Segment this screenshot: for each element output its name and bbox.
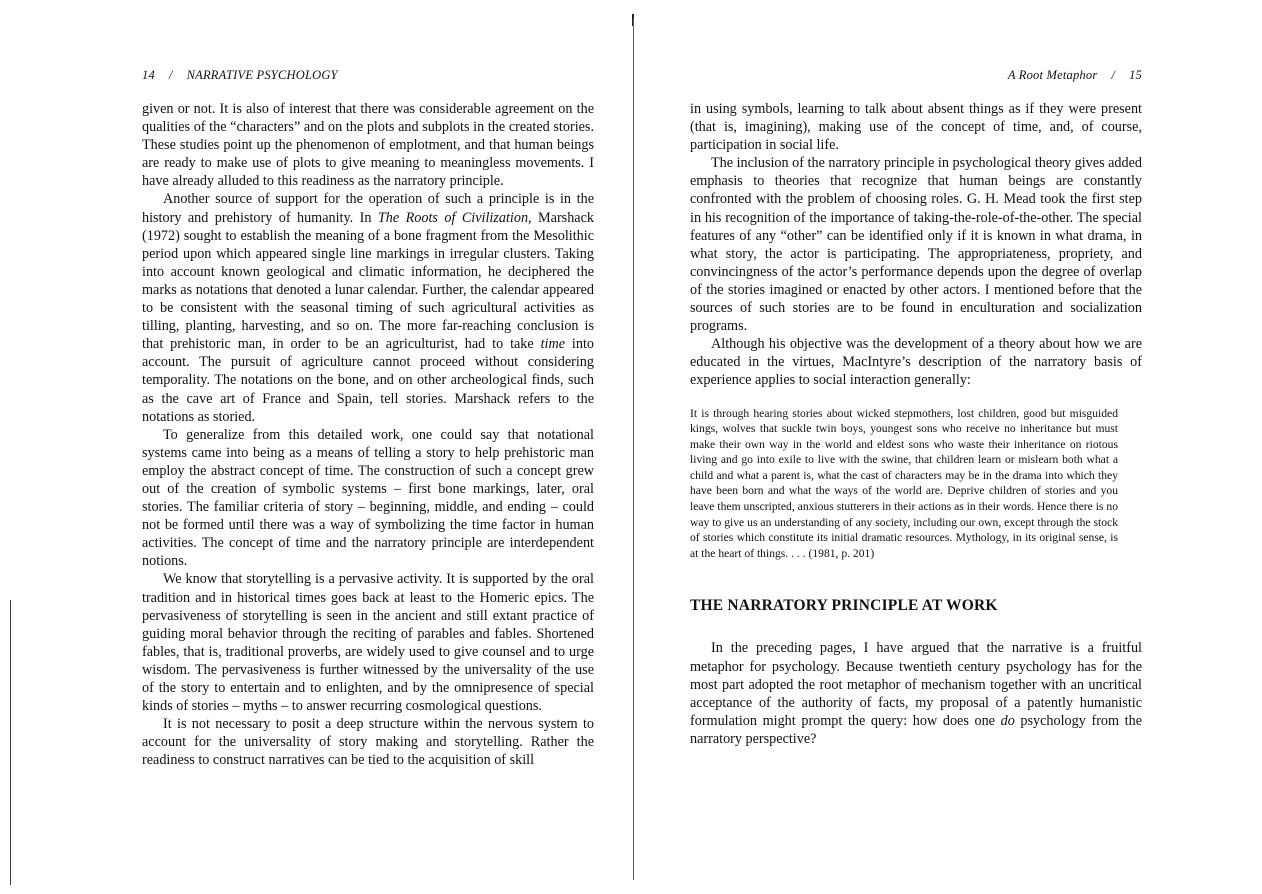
paragraph: To generalize from this detailed work, one could say that notational systems came into being as a means of telling a story to help prehistoric man employ the abstract concept of time. The construction of such a concept grew out of the creation of symbolic systems – first bone markings, later, oral stories. The familiar criteria of story – beginning, middle, and ending – could not be formed until there was a way of symbolizing the time factor in human activities. The concept of time and the narratory principle are interdependent notions. [142,426,594,570]
paragraph: In the preceding pages, I have argued that the narrative is a fruitful metaphor for psychology. Because twentieth century psychology has for the most part adopted the root metaphor of mechanism together with an uncritical acceptance of the authority of facts, my proposal of a patently humanistic formulation might prompt the query: how does one do psychology from the narratory perspective? [690,640,1143,747]
section-body [690,639,1142,748]
right-page [690,68,1142,748]
paragraph: The inclusion of the narratory principle in psychological theory gives added emphasis to theories that recognize that human beings are constantly confronted with the problem of choosing roles. G. H. Mead took the first step in his recognition of the importance of taking-the-role-of-the-other. The special features of any “other” can be identified only if it is known in what drama, in what story, the actor is participating. The appropriateness, propriety, and convincingness of the actor’s performance depends upon the degree of overlap of the stories imagined or enacted by other actors. I mentioned before that the sources of such stories are to be found in enculturation and socialization programs. [690,155,1143,335]
left-body [142,100,594,769]
block-quote: It is through hearing stories about wicked stepmothers, lost children, good but misguided kings, wolves that suckle twin boys, youngest sons who receive no inheritance but must make their own way in the world and eldest sons who waste their inheritance on riotous living and go into exile to live with the swine, that children learn or mislearn both what a child and what a parent is, what the cast of characters may be in the drama into which they have been born and what the ways of the world are. Deprive children of stories and you leave them unscripted, anxious stutterers in their actions as in their words. Hence there is no way to give us an understanding of any society, including our own, except through the stock of stories which constitute its initial dramatic resources. Mythology, in its original sense, is at the heart of things. . . . (1981, p. 201) [690,406,1118,560]
right-body [690,100,1142,390]
right-running-head: A Root Metaphor / 15 [1007,68,1142,82]
left-page-number: 14 [142,68,155,82]
paragraph: We know that storytelling is a pervasive activity. It is supported by the oral tradition and in historical times goes back at least to the Homeric epics. The pervasiveness of storytelling is seen in the ancient and still extant practice of guiding moral behavior through the reciting of parables and fables. Shortened fables, that is, traditional proverbs, are widely used to give counsel and to urge wisdom. The pervasiveness is further witnessed by the universality of the use of the story to entertain and to enlighten, and by the omnipresence of special kinds of stories – myths – to answer recurring cosmological questions. [142,571,594,715]
paragraph: given or not. It is also of interest that there was considerable agreement on the qualities of the “characters” and on the plots and subplots in the created stories. These studies point up the phenomenon of emplotment, and that human beings are ready to make use of plots to give meaning to meaningless movements. I have already alluded to this readiness as the narratory principle. [142,101,594,190]
paragraph: Another source of support for the operation of such a principle is in the history and prehistory of humanity. In The Roots of Civilization, Marshack (1972) sought to establish the meaning of a bone fragment from the Mesolithic period upon which appeared single line markings in irregular clusters. Taking into account known geological and climatic information, he deciphered the marks as notations that denoted a lunar calendar. Further, the calendar appeared to be consistent with the seasonal timing of such agricultural activities as tilling, planting, harvesting, and so on. The more far-reaching conclusion is that prehistoric man, in order to be an agriculturist, had to take time into account. The pursuit of agriculture cannot proceed without considering temporality. The notations on the bone, and on other archeological finds, such as the cave art of France and Spain, tell stories. Marshack refers to the notations as storied. [142,191,594,425]
left-page [142,68,594,769]
paragraph: Although his objective was the development of a theory about how we are educated in the virtues, MacIntyre’s description of the narratory basis of experience applies to social interaction generally: [690,336,1142,389]
section-heading: THE NARRATORY PRINCIPLE AT WORK [690,597,998,615]
page-edge-line [10,600,11,885]
left-running-head: 14 / NARRATIVE PSYCHOLOGY [142,68,338,82]
paragraph: in using symbols, learning to talk about absent things as if they were present (that is, imagining), making use of the concept of time, and, of course, participation in social life. [690,101,1142,154]
book-gutter [633,18,634,880]
paragraph: It is not necessary to posit a deep structure within the nervous system to account for the universality of story making and storytelling. Rather the readiness to construct narratives can be tied to the acquisition of skill [142,716,594,769]
right-page-number: 15 [1129,68,1142,82]
left-running-title: NARRATIVE PSYCHOLOGY [186,68,338,82]
right-running-title: A Root Metaphor [1007,68,1098,82]
